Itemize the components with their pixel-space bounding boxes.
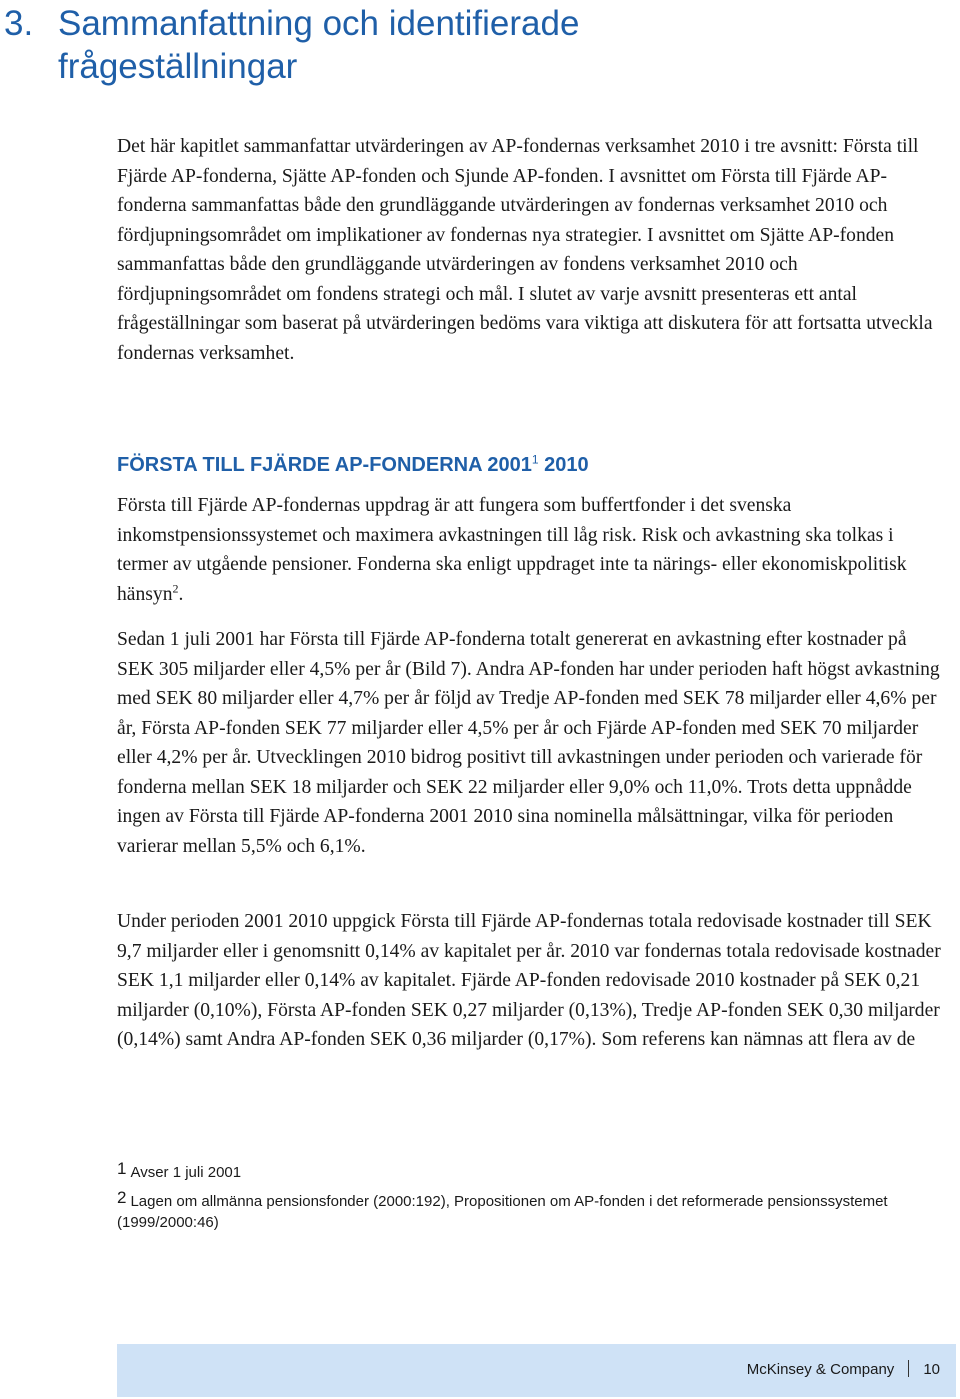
footer-divider: [908, 1360, 909, 1377]
title-line-1: Sammanfattning och identifierade: [58, 4, 580, 43]
returns-paragraph: Sedan 1 juli 2001 har Första till Fjärde AP-fonderna totalt genererat en avkastning efter kostnader på SEK 305 miljarder eller 4,5% per år (Bild 7). Andra AP-fonden har under perioden haft högst avkastning med SEK 80 miljarder eller 4,7% per år följd av Tredje AP-fonden med SEK 78 miljarder eller 4,6% per år, Första AP-fonden SEK 77 miljarder eller 4,5% per år och Fjärde AP-fonden med SEK 70 miljarder eller 4,2% per år. Utvecklingen 2010 bidrog positivt till avkastningen under perioden och varierade för fonderna mellan SEK 18 miljarder och SEK 22 miljarder eller 9,0% och 11,0%. Trots detta uppnådde ingen av Första till Fjärde AP-fonderna 2001 2010 sina nominella målsättningar, vilka för perioden varierar mellan 5,5% och 6,1%.: [117, 629, 940, 857]
footer-content: [747, 1360, 940, 1378]
footnote-1: 1 Avser 1 juli 2001: [117, 1159, 242, 1181]
chapter-number: 3.: [4, 4, 34, 43]
intro-paragraph: Det här kapitlet sammanfattar utvärderingen av AP-fondernas verksamhet 2010 i tre avsnitt: Första till Fjärde AP-fonderna, Sjätte AP-fonden och Sjunde AP-fonden. I avsnittet om Första till Fjärde AP-fonderna sammanfattas både den grundläggande utvärderingen av fondernas verksamhet 2010 och fördjupningsområdet om implikationer av fondernas nya strategier. I avsnittet om Sjätte AP-fonden sammanfattas både den grundläggande utvärderingen av fondens verksamhet 2010 och fördjupningsområdet om fondens strategi och mål. I slutet av varje avsnitt presenteras ett antal frågeställningar som baserat på utvärderingen bedöms vara viktiga att diskutera för att fortsatta utveckla fondernas verksamhet.: [117, 136, 933, 364]
footer-company: McKinsey & Company: [746, 1361, 895, 1378]
title-line-2: frågeställningar: [58, 47, 298, 86]
section-heading: FÖRSTA TILL FJÄRDE AP-FONDERNA 2001$^1$ 2010: [117, 452, 589, 476]
costs-paragraph: Under perioden 2001 2010 uppgick Första till Fjärde AP-fondernas totala redovisade kostnader till SEK 9,7 miljarder eller i genomsnitt 0,14% av kapitalet per år. 2010 var fondernas totala redovisade kostnader SEK 1,1 miljarder eller 0,14% av kapitalet. Fjärde AP-fonden redovisade 2010 kostnader på SEK 0,21 miljarder (0,10%), Första AP-fonden SEK 0,27 miljarder (0,13%), Tredje AP-fonden SEK 0,30 miljarder (0,14%) samt Andra AP-fonden SEK 0,36 miljarder (0,17%). Som referens kan nämnas att flera av de: [117, 911, 941, 1050]
footnote-2: 2 Lagen om allmänna pensionsfonder (2000:192), Propositionen om AP-fonden i det reformerade pensionssystemet (1999/2000:46): [117, 1188, 888, 1231]
mandate-paragraph: Första till Fjärde AP-fondernas uppdrag är att fungera som buffertfonder i det svenska inkomstpensionssystemet och maximera avkastningen till låg risk. Risk och avkastning ska tolkas i termer av utgående pensioner. Fonderna ska enligt uppdraget inte ta närings- eller ekonomiskpolitisk hänsyn$^2$.: [117, 495, 907, 605]
footnotes: [117, 1158, 917, 1237]
footnote-ref-2: 2: [172, 580, 179, 595]
page-title: [4, 2, 579, 88]
page-number: 10: [923, 1361, 940, 1378]
footnote-ref-1: 1: [531, 452, 539, 467]
page-footer: [117, 1344, 956, 1397]
